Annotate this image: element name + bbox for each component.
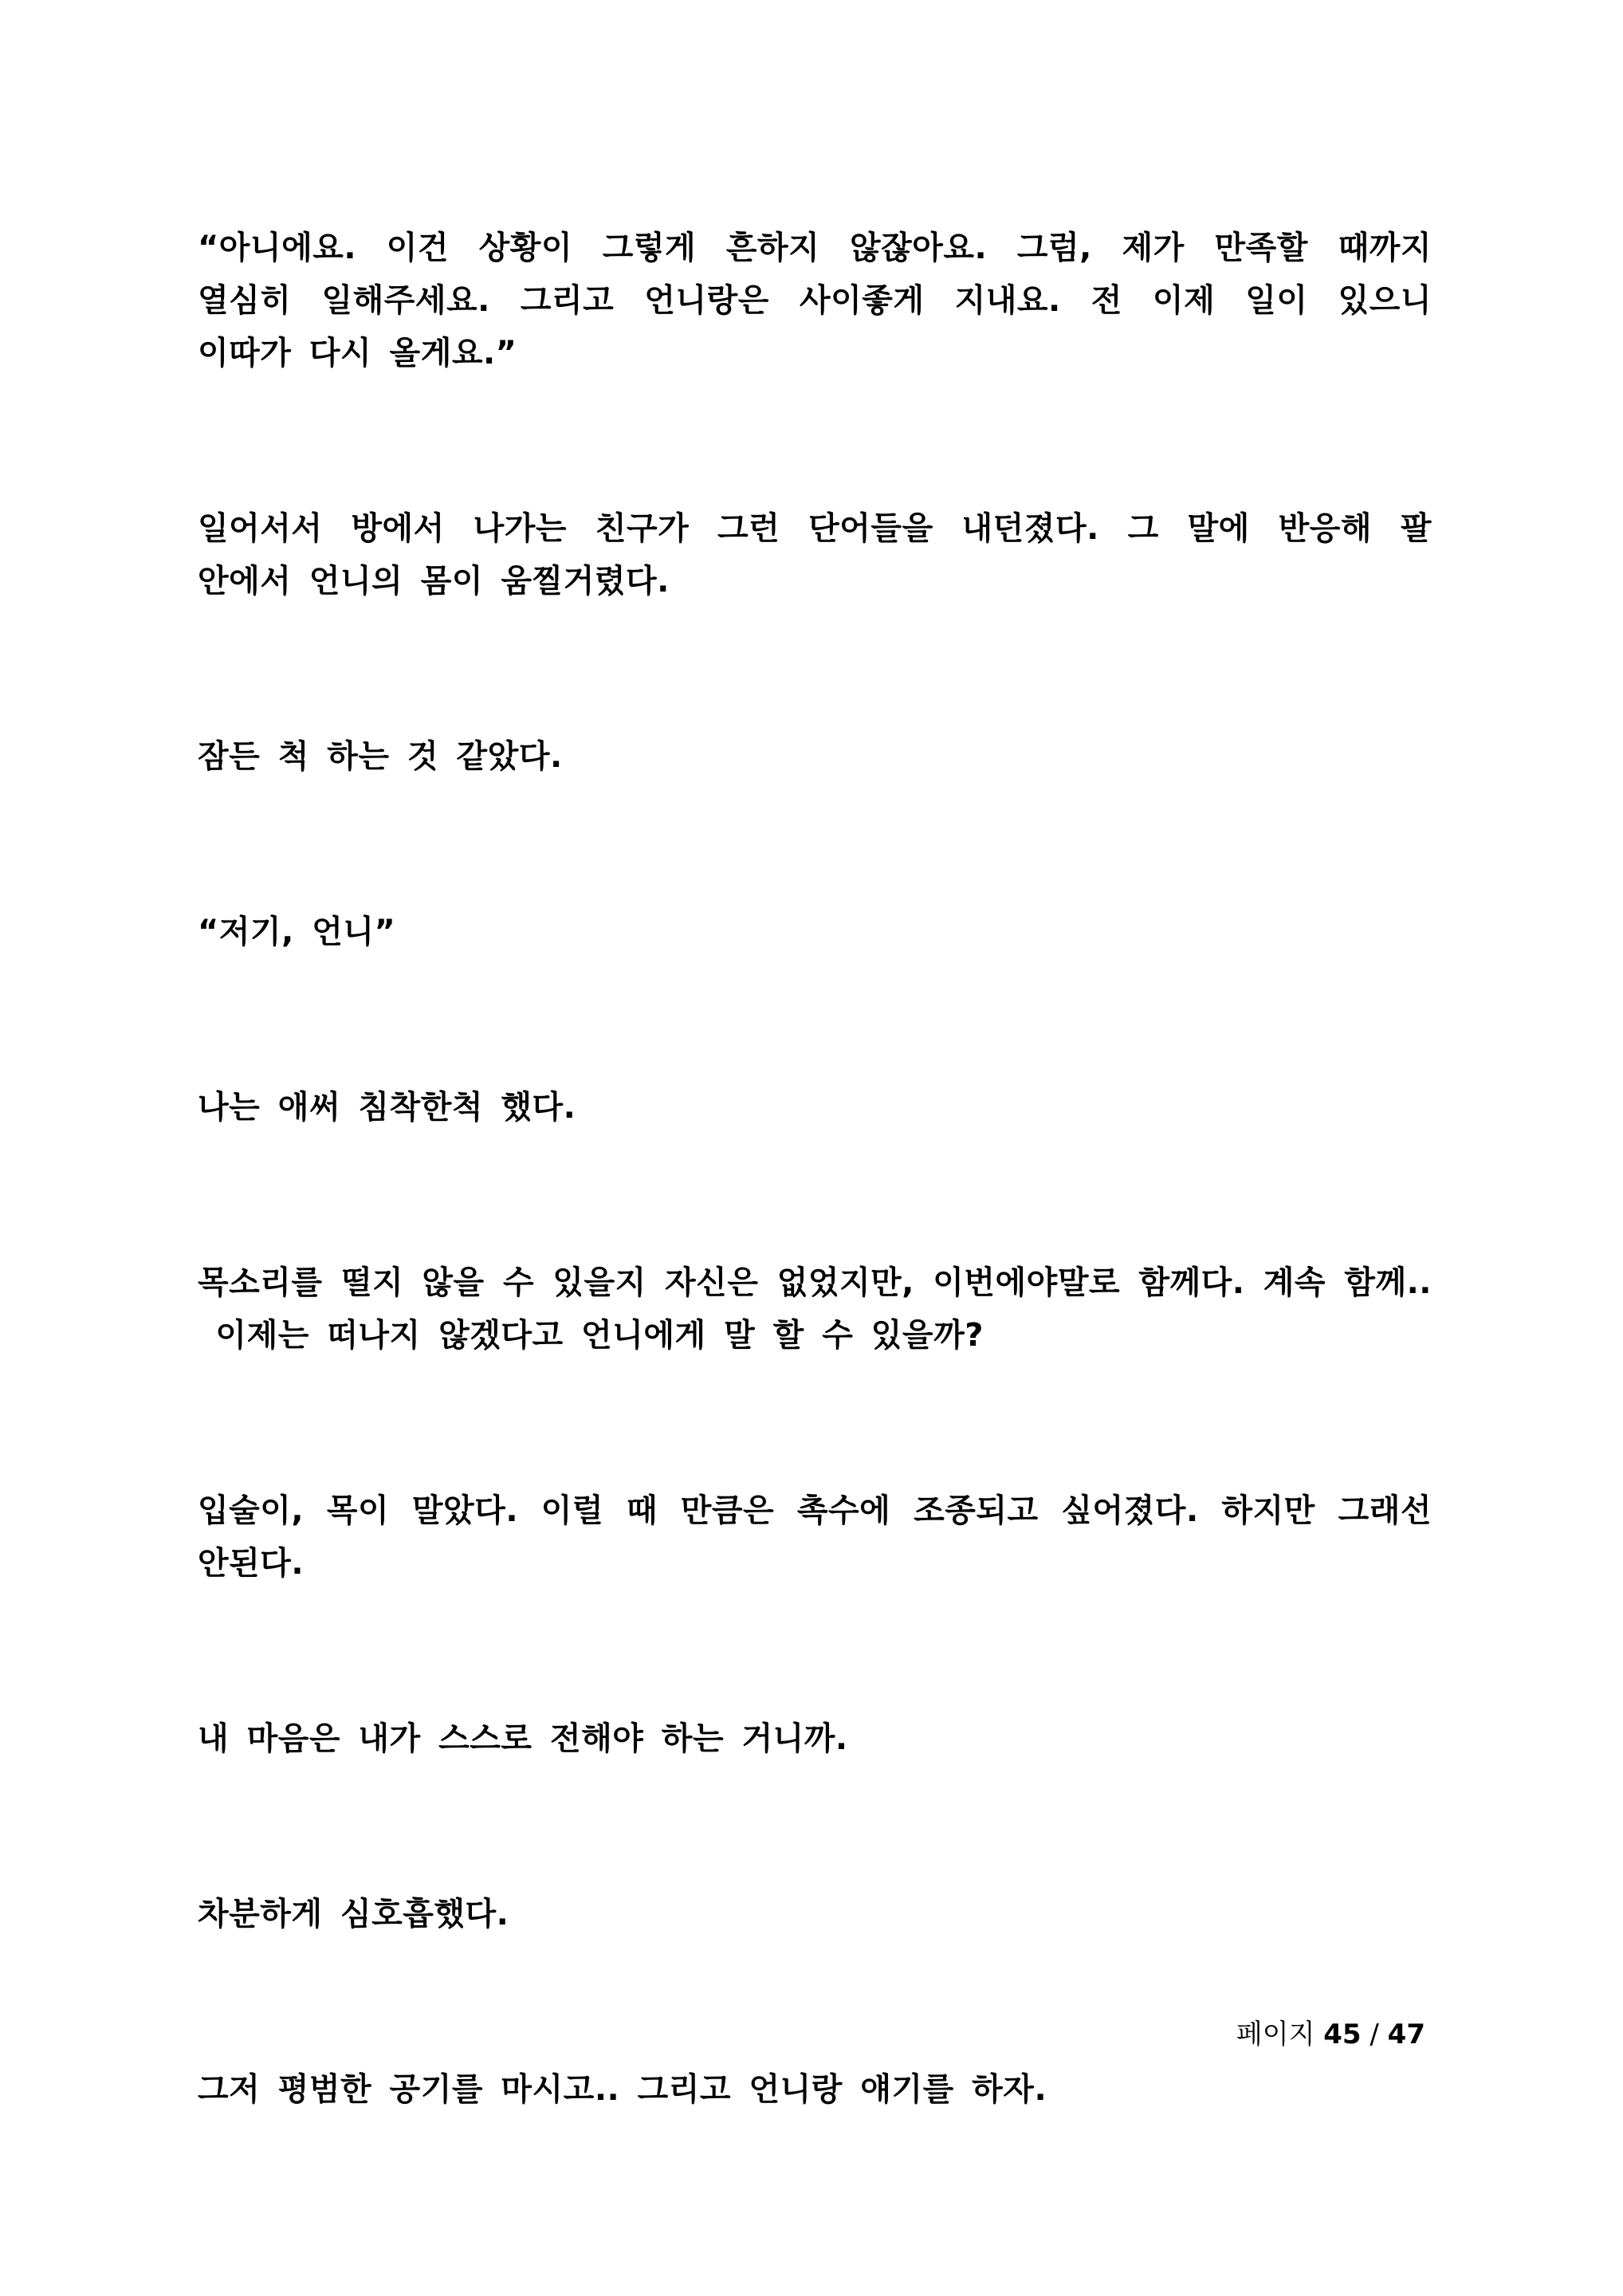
total-pages-number: 47 <box>1387 2019 1425 2050</box>
paragraph-6 <box>198 1256 1432 1362</box>
paragraph-line: 열심히 일해주세요. 그리고 언니랑은 사이좋게 지내요. 전 이제 일이 있으니 <box>198 282 1432 319</box>
paragraph-10 <box>198 2063 1432 2116</box>
page-separator: / <box>1370 2019 1379 2050</box>
paragraph-5 <box>198 1081 1432 1134</box>
page-footer <box>1236 2017 1425 2052</box>
paragraph-line: 이따가 다시 올게요.” <box>198 335 517 372</box>
paragraph-4 <box>198 906 1432 958</box>
page-label: 페이지 <box>1236 2019 1315 2050</box>
paragraph-line: 입술이, 목이 말았다. 이럴 때 만큼은 촉수에 조종되고 싶어졌다. 하지만 그래선 <box>198 1492 1432 1529</box>
paragraph-1 <box>198 222 1432 379</box>
body-text <box>198 222 1432 2116</box>
paragraph-line: 잠든 척 하는 것 같았다. <box>198 738 563 775</box>
paragraph-7 <box>198 1484 1432 1590</box>
paragraph-line: 내 마음은 내가 스스로 전해야 하는 거니까. <box>198 1720 848 1757</box>
current-page-number: 45 <box>1323 2019 1362 2050</box>
paragraph-line: 나는 애써 침착한척 했다. <box>198 1089 576 1126</box>
paragraph-8 <box>198 1712 1432 1765</box>
paragraph-line: 그저 평범한 공기를 마시고.. 그리고 언니랑 얘기를 하자. <box>198 2071 1047 2108</box>
paragraph-9 <box>198 1888 1432 1940</box>
paragraph-3 <box>198 730 1432 783</box>
paragraph-line: 안된다. <box>198 1545 305 1582</box>
paragraph-line: “아니에요. 이건 상황이 그렇게 흔하지 않잖아요. 그럼, 제가 만족할 때까지 <box>198 230 1432 266</box>
paragraph-2 <box>198 502 1432 607</box>
paragraph-line: 차분하게 심호흡했다. <box>198 1896 509 1932</box>
paragraph-line: 이제는 떠나지 않겠다고 언니에게 말 할 수 있을까? <box>198 1317 984 1354</box>
paragraph-line: 안에서 언니의 몸이 움찔거렸다. <box>198 563 670 600</box>
paragraph-line: 목소리를 떨지 않을 수 있을지 자신은 없었지만, 이번에야말로 함께다. 계속 함께.. <box>198 1264 1432 1301</box>
paragraph-line: “저기, 언니” <box>198 914 396 950</box>
paragraph-line: 일어서서 방에서 나가는 친구가 그런 단어들을 내던졌다. 그 말에 반응해 팔 <box>198 510 1432 547</box>
